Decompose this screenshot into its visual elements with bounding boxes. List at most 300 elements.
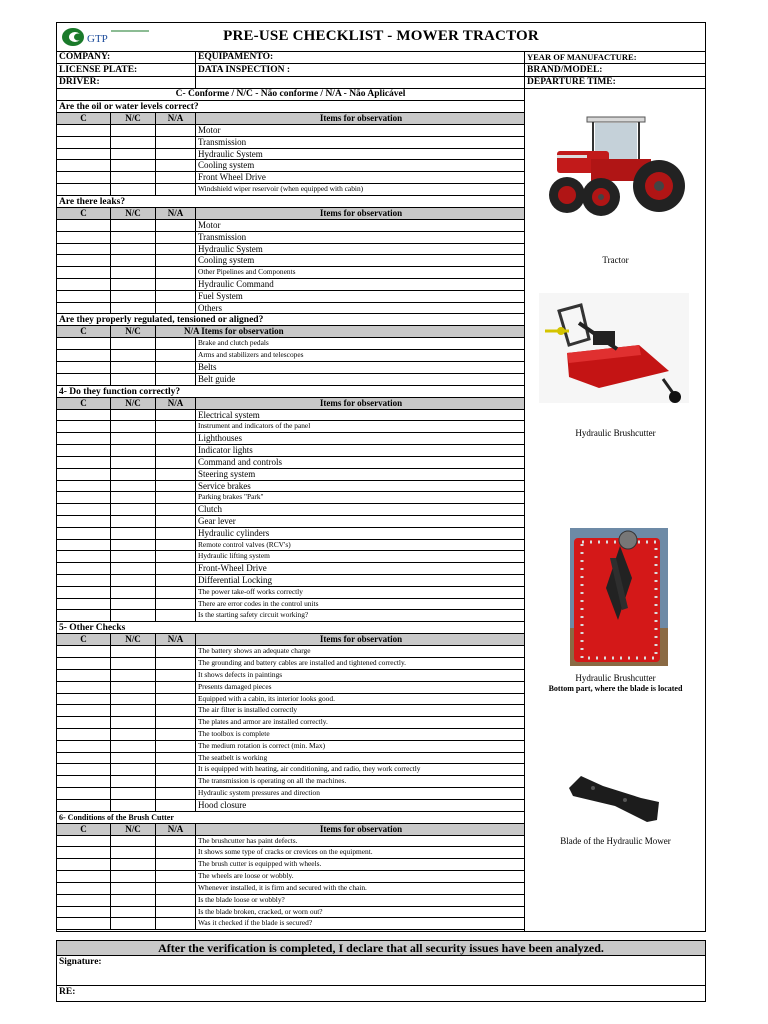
- check-nc-cell[interactable]: [111, 895, 156, 906]
- checklist-row: [57, 847, 524, 859]
- reference-images: [524, 88, 706, 931]
- check-c-cell[interactable]: [57, 137, 111, 148]
- check-na-cell[interactable]: [156, 599, 196, 610]
- check-nc-cell[interactable]: [111, 267, 156, 278]
- check-c-cell[interactable]: [57, 907, 111, 918]
- col-c-header: C: [57, 398, 111, 409]
- observation-item: Indicator lights: [198, 445, 253, 456]
- col-c-header: C: [57, 208, 111, 219]
- check-nc-cell[interactable]: [111, 540, 156, 551]
- check-nc-cell[interactable]: [111, 469, 156, 480]
- observation-item: The brushcutter has paint defects.: [198, 835, 298, 845]
- tractor-image: [535, 111, 687, 231]
- col-c-header: C: [57, 326, 111, 337]
- observation-item: There are error codes in the control units: [198, 598, 319, 608]
- checklist-row: [57, 160, 524, 172]
- check-c-cell[interactable]: [57, 859, 111, 870]
- check-na-cell[interactable]: [156, 847, 196, 858]
- check-nc-cell[interactable]: [111, 741, 156, 752]
- check-na-cell[interactable]: [156, 244, 196, 255]
- observation-item: The grounding and battery cables are installed and tightened correctly.: [198, 658, 407, 668]
- checklist-row: [57, 551, 524, 563]
- checklist-row: [57, 753, 524, 765]
- check-nc-cell[interactable]: [111, 172, 156, 183]
- check-c-cell[interactable]: [57, 350, 111, 361]
- observation-item: Front Wheel Drive: [198, 172, 266, 183]
- observation-item: Clutch: [198, 504, 222, 515]
- checklist-row: [57, 172, 524, 184]
- driver-label: DRIVER:: [59, 77, 100, 87]
- checklist-row: [57, 871, 524, 883]
- col-na-header: N/A: [156, 398, 196, 409]
- checklist-row: [57, 516, 524, 528]
- check-nc-cell[interactable]: [111, 682, 156, 693]
- column-header-row: [57, 326, 524, 338]
- observation-item: Front-Wheel Drive: [198, 563, 267, 574]
- check-c-cell[interactable]: [57, 457, 111, 468]
- check-na-cell[interactable]: [156, 575, 196, 586]
- check-c-cell[interactable]: [57, 847, 111, 858]
- check-nc-cell[interactable]: [111, 433, 156, 444]
- checklist-row: [57, 125, 524, 137]
- checklist-row: [57, 800, 524, 812]
- check-c-cell[interactable]: [57, 551, 111, 562]
- check-na-cell[interactable]: [156, 125, 196, 136]
- check-nc-cell[interactable]: [111, 350, 156, 361]
- check-c-cell[interactable]: [57, 918, 111, 929]
- brushcutter-bottom-caption: Hydraulic Brushcutter: [575, 673, 656, 683]
- observation-item: Hydraulic cylinders: [198, 527, 270, 538]
- col-items-header: Items for observation: [319, 207, 403, 218]
- observation-item: Service brakes: [198, 480, 251, 491]
- check-nc-cell[interactable]: [111, 125, 156, 136]
- signature-box: [56, 940, 706, 1002]
- check-na-cell[interactable]: [156, 137, 196, 148]
- check-c-cell[interactable]: [57, 362, 111, 373]
- declaration: After the verification is completed, I declare that all security issues have been analyzed.: [57, 941, 705, 956]
- sheet-header: [57, 23, 705, 52]
- col-na-header: N/A: [156, 634, 196, 645]
- brushcutter-bottom-subcaption: Bottom part, where the blade is located: [548, 684, 683, 693]
- observation-item: The brush cutter is equipped with wheels.: [198, 859, 322, 869]
- license-label: LICENSE PLATE:: [59, 65, 138, 75]
- check-na-cell[interactable]: [156, 362, 196, 373]
- observation-item: The transmission is operating on all the machines.: [198, 776, 347, 786]
- check-na-cell[interactable]: [156, 800, 196, 811]
- checklist-table: [57, 101, 524, 930]
- check-c-cell[interactable]: [57, 682, 111, 693]
- check-na-cell[interactable]: [156, 587, 196, 598]
- tractor-caption: Tractor: [602, 255, 629, 265]
- check-na-cell[interactable]: [156, 836, 196, 847]
- check-nc-cell[interactable]: [111, 694, 156, 705]
- col-items-header: Items for observation: [319, 823, 403, 834]
- check-nc-cell[interactable]: [111, 528, 156, 539]
- check-na-cell[interactable]: [156, 149, 196, 160]
- check-na-cell[interactable]: [156, 220, 196, 231]
- check-c-cell[interactable]: [57, 776, 111, 787]
- check-na-cell[interactable]: [156, 717, 196, 728]
- checklist-row: [57, 540, 524, 552]
- check-nc-cell[interactable]: [111, 232, 156, 243]
- check-na-cell[interactable]: [156, 682, 196, 693]
- column-header-row: [57, 634, 524, 646]
- check-c-cell[interactable]: [57, 291, 111, 302]
- check-nc-cell[interactable]: [111, 362, 156, 373]
- check-na-cell[interactable]: [156, 374, 196, 385]
- section-question: Are they properly regulated, tensioned or aligned?: [57, 314, 524, 326]
- checklist-row: [57, 267, 524, 279]
- blade-image: [563, 772, 663, 831]
- check-c-cell[interactable]: [57, 421, 111, 432]
- checklist-row: [57, 469, 524, 481]
- checklist-row: [57, 350, 524, 362]
- check-na-cell[interactable]: [156, 492, 196, 503]
- checklist-row: [57, 599, 524, 611]
- checklist-row: [57, 729, 524, 741]
- check-nc-cell[interactable]: [111, 160, 156, 171]
- check-na-cell[interactable]: [156, 646, 196, 657]
- observation-item: The plates and armor are installed correctly.: [198, 717, 328, 727]
- brushcutter-bottom-image: [570, 528, 668, 671]
- check-c-cell[interactable]: [57, 267, 111, 278]
- checklist-row: [57, 184, 524, 196]
- check-na-cell[interactable]: [156, 776, 196, 787]
- check-c-cell[interactable]: [57, 610, 111, 621]
- check-na-cell[interactable]: [156, 291, 196, 302]
- check-c-cell[interactable]: [57, 800, 111, 811]
- check-c-cell[interactable]: [57, 587, 111, 598]
- observation-item: The battery shows an adequate charge: [198, 646, 311, 656]
- check-nc-cell[interactable]: [111, 563, 156, 574]
- check-nc-cell[interactable]: [111, 291, 156, 302]
- check-na-cell[interactable]: [156, 350, 196, 361]
- check-nc-cell[interactable]: [111, 481, 156, 492]
- checklist-row: [57, 575, 524, 587]
- checklist-row: [57, 918, 524, 930]
- page-title: PRE-USE CHECKLIST - MOWER TRACTOR: [223, 28, 539, 44]
- col-na-header: N/A: [156, 208, 196, 219]
- check-c-cell[interactable]: [57, 694, 111, 705]
- observation-item: The power take-off works correctly: [198, 586, 303, 596]
- col-c-header: C: [57, 824, 111, 835]
- re-field[interactable]: RE:: [59, 987, 76, 997]
- check-nc-cell[interactable]: [111, 907, 156, 918]
- check-nc-cell[interactable]: [111, 705, 156, 716]
- col-nc-header: N/C: [111, 208, 156, 219]
- observation-item: Windshield wiper reservoir (when equipped with cabin): [198, 184, 364, 194]
- check-na-cell[interactable]: [156, 184, 196, 195]
- checklist-row: [57, 883, 524, 895]
- check-na-cell[interactable]: [156, 279, 196, 290]
- observation-item: It is equipped with heating, air conditioning, and radio, they work correctly: [198, 764, 421, 774]
- check-nc-cell[interactable]: [111, 764, 156, 775]
- check-nc-cell[interactable]: [111, 847, 156, 858]
- check-c-cell[interactable]: [57, 232, 111, 243]
- checklist-row: [57, 303, 524, 315]
- observation-item: Instrument and indicators of the panel: [198, 421, 311, 431]
- check-nc-cell[interactable]: [111, 599, 156, 610]
- check-nc-cell[interactable]: [111, 255, 156, 266]
- checklist-row: [57, 717, 524, 729]
- check-nc-cell[interactable]: [111, 717, 156, 728]
- col-c-header: C: [57, 113, 111, 124]
- check-nc-cell[interactable]: [111, 492, 156, 503]
- check-na-cell[interactable]: [156, 610, 196, 621]
- check-nc-cell[interactable]: [111, 646, 156, 657]
- check-c-cell[interactable]: [57, 504, 111, 515]
- check-c-cell[interactable]: [57, 445, 111, 456]
- checklist-row: [57, 504, 524, 516]
- checklist-row: [57, 255, 524, 267]
- section-question: Are there leaks?: [57, 196, 524, 208]
- info-row-company: [57, 51, 705, 64]
- checklist-row: [57, 764, 524, 776]
- observation-item: Is the blade loose or wobbly?: [198, 894, 285, 904]
- check-na-cell[interactable]: [156, 469, 196, 480]
- checklist-row: [57, 670, 524, 682]
- check-na-cell[interactable]: [156, 481, 196, 492]
- check-c-cell[interactable]: [57, 125, 111, 136]
- check-na-cell[interactable]: [156, 871, 196, 882]
- check-na-cell[interactable]: [156, 883, 196, 894]
- observation-item: Other Pipelines and Components: [198, 267, 296, 277]
- check-c-cell[interactable]: [57, 184, 111, 195]
- check-c-cell[interactable]: [57, 705, 111, 716]
- check-na-cell[interactable]: [156, 410, 196, 421]
- checklist-sheet: [56, 22, 706, 932]
- checklist-row: [57, 362, 524, 374]
- check-nc-cell[interactable]: [111, 516, 156, 527]
- check-c-cell[interactable]: [57, 540, 111, 551]
- col-nc-header: N/C: [111, 326, 156, 337]
- check-c-cell[interactable]: [57, 433, 111, 444]
- check-nc-cell[interactable]: [111, 788, 156, 799]
- check-nc-cell[interactable]: [111, 220, 156, 231]
- observation-item: Is the blade broken, cracked, or worn out?: [198, 906, 323, 916]
- column-header-row: [57, 824, 524, 836]
- check-nc-cell[interactable]: [111, 610, 156, 621]
- checklist-row: [57, 646, 524, 658]
- check-nc-cell[interactable]: [111, 658, 156, 669]
- check-na-cell[interactable]: [156, 741, 196, 752]
- check-nc-cell[interactable]: [111, 279, 156, 290]
- col-items-header: N/A Items for observation: [184, 326, 284, 337]
- check-nc-cell[interactable]: [111, 670, 156, 681]
- check-c-cell[interactable]: [57, 646, 111, 657]
- check-nc-cell[interactable]: [111, 421, 156, 432]
- checklist-row: [57, 137, 524, 149]
- check-c-cell[interactable]: [57, 516, 111, 527]
- check-na-cell[interactable]: [156, 658, 196, 669]
- check-na-cell[interactable]: [156, 670, 196, 681]
- check-nc-cell[interactable]: [111, 338, 156, 349]
- check-na-cell[interactable]: [156, 516, 196, 527]
- observation-item: Is the starting safety circuit working?: [198, 610, 309, 620]
- check-na-cell[interactable]: [156, 563, 196, 574]
- check-na-cell[interactable]: [156, 232, 196, 243]
- check-nc-cell[interactable]: [111, 729, 156, 740]
- check-c-cell[interactable]: [57, 563, 111, 574]
- check-nc-cell[interactable]: [111, 149, 156, 160]
- checklist-row: [57, 244, 524, 256]
- check-na-cell[interactable]: [156, 457, 196, 468]
- check-nc-cell[interactable]: [111, 800, 156, 811]
- col-na-header: N/A: [156, 824, 196, 835]
- check-c-cell[interactable]: [57, 729, 111, 740]
- check-nc-cell[interactable]: [111, 504, 156, 515]
- check-na-cell[interactable]: [156, 764, 196, 775]
- date-inspection-label: DATA INSPECTION :: [198, 65, 291, 75]
- check-c-cell[interactable]: [57, 895, 111, 906]
- check-na-cell[interactable]: [156, 788, 196, 799]
- check-na-cell[interactable]: [156, 551, 196, 562]
- check-na-cell[interactable]: [156, 338, 196, 349]
- check-c-cell[interactable]: [57, 883, 111, 894]
- col-nc-header: N/C: [111, 398, 156, 409]
- check-nc-cell[interactable]: [111, 883, 156, 894]
- observation-item: Command and controls: [198, 456, 282, 467]
- observation-item: The air filter is installed correctly: [198, 705, 298, 715]
- col-na-header: N/A: [156, 113, 196, 124]
- checklist-row: [57, 374, 524, 386]
- check-na-cell[interactable]: [156, 267, 196, 278]
- check-c-cell[interactable]: [57, 753, 111, 764]
- check-na-cell[interactable]: [156, 859, 196, 870]
- check-na-cell[interactable]: [156, 753, 196, 764]
- check-na-cell[interactable]: [156, 729, 196, 740]
- observation-item: Brake and clutch pedals: [198, 338, 269, 348]
- observation-item: Others: [198, 302, 222, 313]
- check-c-cell[interactable]: [57, 338, 111, 349]
- observation-item: Electrical system: [198, 409, 260, 420]
- svg-text:GTP: GTP: [87, 33, 108, 45]
- check-nc-cell[interactable]: [111, 374, 156, 385]
- check-na-cell[interactable]: [156, 540, 196, 551]
- checklist-row: [57, 421, 524, 433]
- check-na-cell[interactable]: [156, 445, 196, 456]
- check-nc-cell[interactable]: [111, 445, 156, 456]
- observation-item: Was it checked if the blade is secured?: [198, 918, 313, 928]
- check-na-cell[interactable]: [156, 255, 196, 266]
- check-c-cell[interactable]: [57, 220, 111, 231]
- check-c-cell[interactable]: [57, 410, 111, 421]
- observation-item: Hydraulic system pressures and direction: [198, 788, 320, 797]
- check-nc-cell[interactable]: [111, 575, 156, 586]
- check-c-cell[interactable]: [57, 279, 111, 290]
- col-nc-header: N/C: [111, 634, 156, 645]
- check-c-cell[interactable]: [57, 244, 111, 255]
- check-c-cell[interactable]: [57, 481, 111, 492]
- check-nc-cell[interactable]: [111, 244, 156, 255]
- checklist-row: [57, 741, 524, 753]
- check-na-cell[interactable]: [156, 303, 196, 314]
- check-na-cell[interactable]: [156, 528, 196, 539]
- checklist-row: [57, 776, 524, 788]
- col-items-header: Items for observation: [319, 113, 403, 123]
- check-c-cell[interactable]: [57, 575, 111, 586]
- checklist-row: [57, 895, 524, 907]
- check-nc-cell[interactable]: [111, 871, 156, 882]
- observation-item: Differential Locking: [198, 575, 273, 585]
- check-c-cell[interactable]: [57, 764, 111, 775]
- check-c-cell[interactable]: [57, 717, 111, 728]
- check-c-cell[interactable]: [57, 255, 111, 266]
- check-nc-cell[interactable]: [111, 137, 156, 148]
- check-na-cell[interactable]: [156, 172, 196, 183]
- check-c-cell[interactable]: [57, 469, 111, 480]
- check-nc-cell[interactable]: [111, 410, 156, 421]
- observation-item: Belt guide: [198, 373, 236, 384]
- check-c-cell[interactable]: [57, 741, 111, 752]
- check-c-cell[interactable]: [57, 149, 111, 160]
- check-na-cell[interactable]: [156, 160, 196, 171]
- check-c-cell[interactable]: [57, 788, 111, 799]
- check-c-cell[interactable]: [57, 172, 111, 183]
- checklist-row: [57, 220, 524, 232]
- checklist-row: [57, 836, 524, 848]
- check-nc-cell[interactable]: [111, 836, 156, 847]
- check-nc-cell[interactable]: [111, 551, 156, 562]
- check-c-cell[interactable]: [57, 160, 111, 171]
- col-c-header: C: [57, 634, 111, 645]
- column-header-row: [57, 208, 524, 220]
- check-c-cell[interactable]: [57, 303, 111, 314]
- check-na-cell[interactable]: [156, 918, 196, 929]
- checklist-row: [57, 658, 524, 670]
- observation-item: Hydraulic Command: [198, 278, 274, 289]
- check-c-cell[interactable]: [57, 492, 111, 503]
- check-c-cell[interactable]: [57, 871, 111, 882]
- col-nc-header: N/C: [111, 113, 156, 124]
- check-na-cell[interactable]: [156, 895, 196, 906]
- checklist-row: [57, 457, 524, 469]
- check-nc-cell[interactable]: [111, 303, 156, 314]
- observation-item: The toolbox is complete: [198, 728, 270, 738]
- check-na-cell[interactable]: [156, 907, 196, 918]
- check-nc-cell[interactable]: [111, 859, 156, 870]
- check-c-cell[interactable]: [57, 670, 111, 681]
- checklist-row: [57, 410, 524, 422]
- observation-item: Cooling system: [198, 255, 255, 266]
- section-question: Are the oil or water levels correct?: [57, 101, 524, 113]
- check-c-cell[interactable]: [57, 836, 111, 847]
- check-nc-cell[interactable]: [111, 753, 156, 764]
- check-c-cell[interactable]: [57, 374, 111, 385]
- check-nc-cell[interactable]: [111, 457, 156, 468]
- brushcutter-image: [539, 293, 689, 408]
- checklist-row: [57, 445, 524, 457]
- check-na-cell[interactable]: [156, 705, 196, 716]
- signature-field[interactable]: Signature:: [59, 957, 102, 967]
- check-nc-cell[interactable]: [111, 918, 156, 929]
- observation-item: Hydraulic lifting system: [198, 551, 270, 561]
- check-na-cell[interactable]: [156, 421, 196, 432]
- brand-model-label: BRAND/MODEL:: [527, 65, 603, 75]
- check-c-cell[interactable]: [57, 528, 111, 539]
- check-c-cell[interactable]: [57, 658, 111, 669]
- observation-item: Parking brakes "Park": [198, 492, 264, 502]
- check-c-cell[interactable]: [57, 599, 111, 610]
- check-nc-cell[interactable]: [111, 587, 156, 598]
- check-na-cell[interactable]: [156, 504, 196, 515]
- check-na-cell[interactable]: [156, 433, 196, 444]
- observation-item: Fuel System: [198, 290, 243, 301]
- check-na-cell[interactable]: [156, 694, 196, 705]
- check-nc-cell[interactable]: [111, 184, 156, 195]
- column-header-row: [57, 398, 524, 410]
- check-nc-cell[interactable]: [111, 776, 156, 787]
